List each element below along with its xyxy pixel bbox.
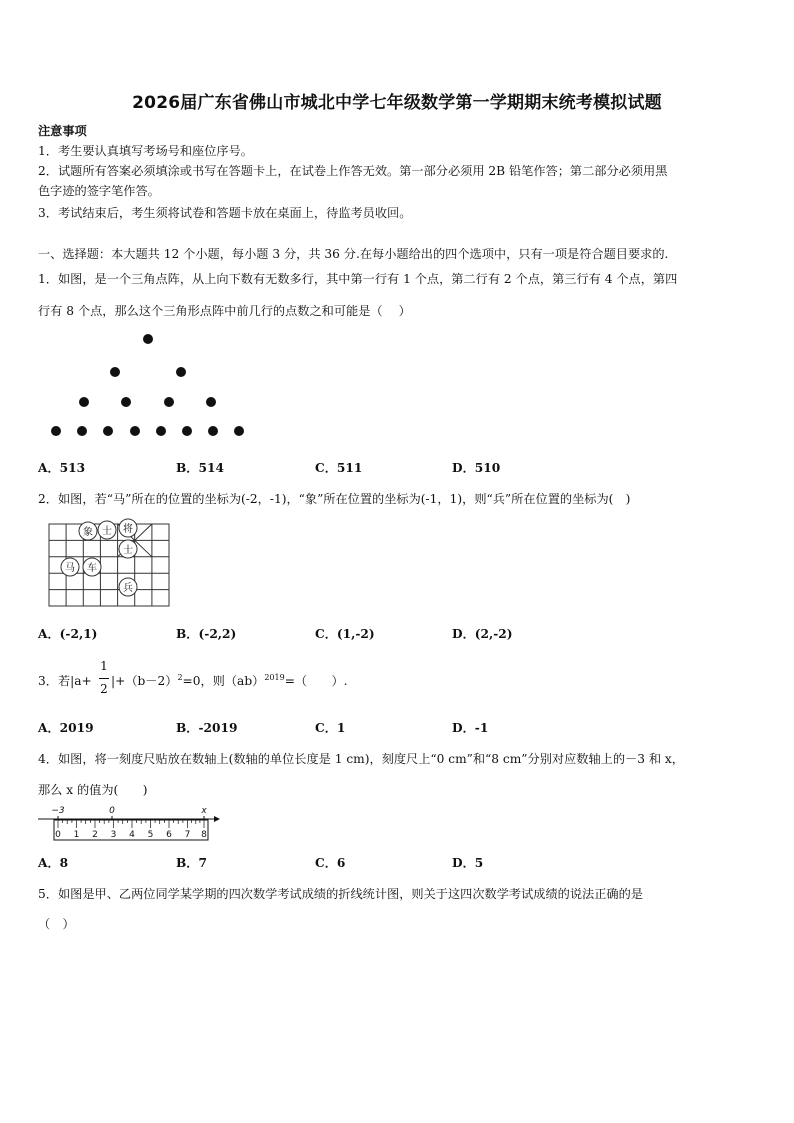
ruler-mark: 5 (147, 830, 154, 840)
option-b: B．7 (176, 856, 207, 870)
axis-label: x (201, 806, 207, 816)
square-exponent: 2 (177, 673, 183, 682)
page-title: 2026届广东省佛山市城北中学七年级数学第一学期期末统考模拟试题 (132, 93, 662, 113)
option-a: A．513 (38, 461, 86, 475)
question-1-text: 1．如图，是一个三角点阵，从上向下数有无数多行，其中第一行有 1 个点，第二行有 2 个点，第三行有 4 个点，第四 (38, 272, 678, 286)
dot (176, 367, 186, 377)
notice-heading: 注意事项 (38, 124, 87, 138)
option-a: A．8 (38, 856, 69, 870)
piece-advisor: 士 (102, 526, 112, 537)
option-d: D．(2,-2) (452, 627, 513, 641)
question-4-text: 那么 x 的值为( ) (38, 783, 148, 797)
piece-horse: 马 (65, 563, 75, 574)
option-d: D．5 (452, 856, 484, 870)
dot (208, 426, 218, 436)
ruler-number-line-figure (36, 803, 226, 843)
piece-general: 将 (123, 524, 133, 535)
question-3-expression (111, 672, 348, 689)
question-1-text: 行有 8 个点，那么这个三角形点阵中前几行的点数之和可能是（ ） (38, 304, 411, 318)
fraction-denominator: 2 (100, 682, 108, 696)
option-d: D．510 (452, 461, 501, 475)
dot (206, 397, 216, 407)
option-c: C．6 (315, 856, 346, 870)
dot (143, 334, 153, 344)
axis-label: −3 (51, 806, 65, 816)
notice-item: 1．考生要认真填写考场号和座位序号。 (38, 144, 253, 158)
question-5-text: （ ） (38, 917, 75, 931)
option-a: A．2019 (38, 721, 94, 735)
piece-elephant: 象 (83, 527, 93, 538)
expression-part: =0，则（ab） (182, 674, 265, 688)
option-b: B．-2019 (176, 721, 238, 735)
dot (156, 426, 166, 436)
dot (110, 367, 120, 377)
dot (234, 426, 244, 436)
section-heading: 一、选择题：本大题共 12 个小题，每小题 3 分，共 36 分.在每小题给出的四个选项中，只有一项是符合题目要求的. (38, 247, 669, 261)
piece-soldier: 兵 (123, 583, 133, 594)
notice-item: 色字迹的签字笔作答。 (38, 184, 160, 198)
notice-item: 2．试题所有答案必须填涂或书写在答题卡上，在试卷上作答无效。第一部分必须用 2B 铅笔作答；第二部分必须用黑 (38, 164, 668, 178)
ruler-mark: 4 (129, 830, 135, 840)
dot (77, 426, 87, 436)
option-c: C．1 (315, 721, 346, 735)
piece-chariot: 车 (87, 563, 97, 574)
chess-board-figure (44, 516, 172, 610)
option-a: A．(-2,1) (38, 627, 98, 641)
option-c: C．511 (315, 461, 363, 475)
question-3-prefix: 3．若|a+ (38, 674, 92, 688)
option-b: B．514 (176, 461, 224, 475)
axis-label: 0 (109, 806, 115, 816)
piece-advisor: 士 (123, 545, 133, 556)
question-5-text: 5．如图是甲、乙两位同学某学期的四次数学考试成绩的折线统计图，则关于这四次数学考试成绩的说法正确的是 (38, 887, 643, 901)
question-4-text: 4．如图，将一刻度尺贴放在数轴上(数轴的单位长度是 1 cm)，刻度尺上“0 cm”和“8 cm”分别对应数轴上的－3 和 x， (38, 752, 684, 766)
option-b: B．(-2,2) (176, 627, 237, 641)
dot (51, 426, 61, 436)
notice-item: 3．考试结束后，考生须将试卷和答题卡放在桌面上，待监考员收回。 (38, 206, 412, 220)
dot (182, 426, 192, 436)
ruler-mark: 8 (201, 830, 207, 840)
dot (121, 397, 131, 407)
option-d: D．-1 (452, 721, 489, 735)
expression-part: |+（b－2） (111, 674, 178, 688)
ruler-mark: 6 (166, 830, 172, 840)
dot (79, 397, 89, 407)
ruler-mark: 3 (110, 830, 117, 840)
dot (103, 426, 113, 436)
option-c: C．(1,-2) (315, 627, 375, 641)
ruler-mark: 0 (55, 830, 61, 840)
ruler-mark: 1 (73, 830, 80, 840)
dot (130, 426, 140, 436)
expression-part: =（ ）. (284, 674, 348, 688)
dot (164, 397, 174, 407)
fraction-bar (99, 678, 109, 679)
ruler-mark: 7 (184, 830, 191, 840)
triangle-dot-array-figure (40, 328, 260, 443)
power-exponent: 2019 (264, 673, 285, 682)
question-2-text: 2．如图，若“马”所在的位置的坐标为(-2，-1)，“象”所在位置的坐标为(-1，1)，则“兵”所在位置的坐标为( ) (38, 492, 631, 506)
fraction-numerator: 1 (100, 659, 108, 673)
ruler-mark: 2 (92, 830, 98, 840)
